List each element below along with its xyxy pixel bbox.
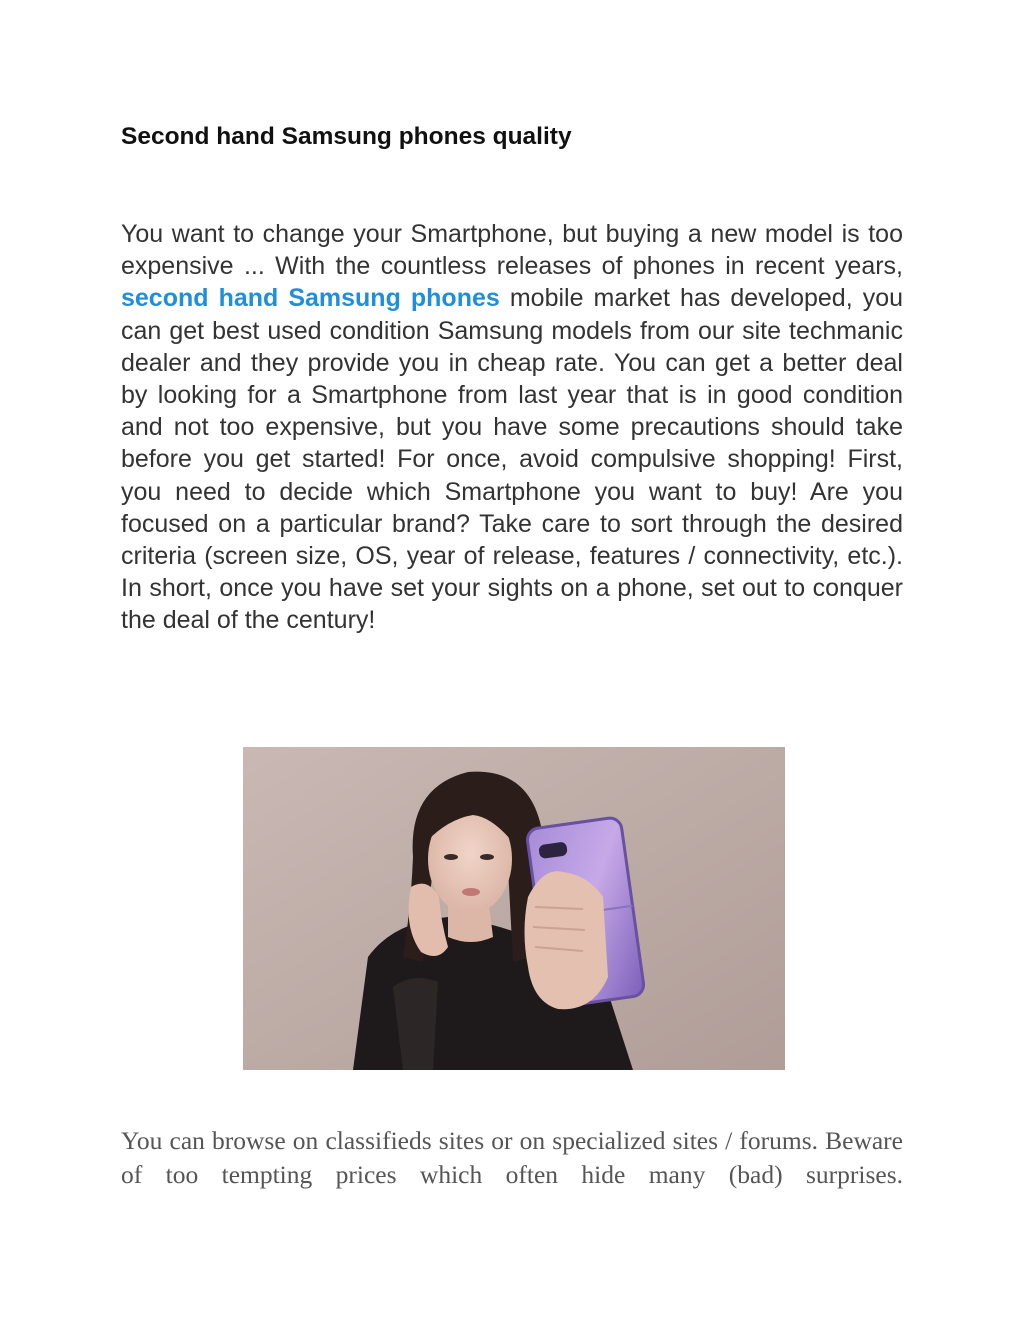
woman-selfie-photo	[243, 747, 785, 1070]
intro-text-end: mobile market has developed, you can get best used condition Samsung models from our site techmanic dealer and they provide you in cheap rate. You can get a better deal by looking for a Smartphone from last year that is in good condition and not too expensive, but you have some precautions should take before you get started! For once, avoid compulsive shopping! First, you need to decide which Smartphone you want to buy! Are you focused on a particular brand? Take care to sort through the desired criteria (screen size, OS, year of release, features / connectivity, etc.). In short, once you have set your sights on a phone, set out to conquer the deal of the century!	[121, 284, 903, 635]
intro-text-start: You want to change your Smartphone, but buying a new model is too expensive ... With the countless releases of phones in recent years,	[121, 220, 903, 281]
document-title: Second hand Samsung phones quality	[121, 123, 572, 150]
second-hand-samsung-phones-link[interactable]: second hand Samsung phones	[121, 284, 500, 313]
right-hand	[525, 871, 609, 1009]
browse-paragraph: You can browse on classifieds sites or on specialized sites / forums. Beware of too tempting prices which often hide many (bad) surprises.	[121, 1126, 903, 1189]
intro-paragraph	[121, 218, 903, 637]
